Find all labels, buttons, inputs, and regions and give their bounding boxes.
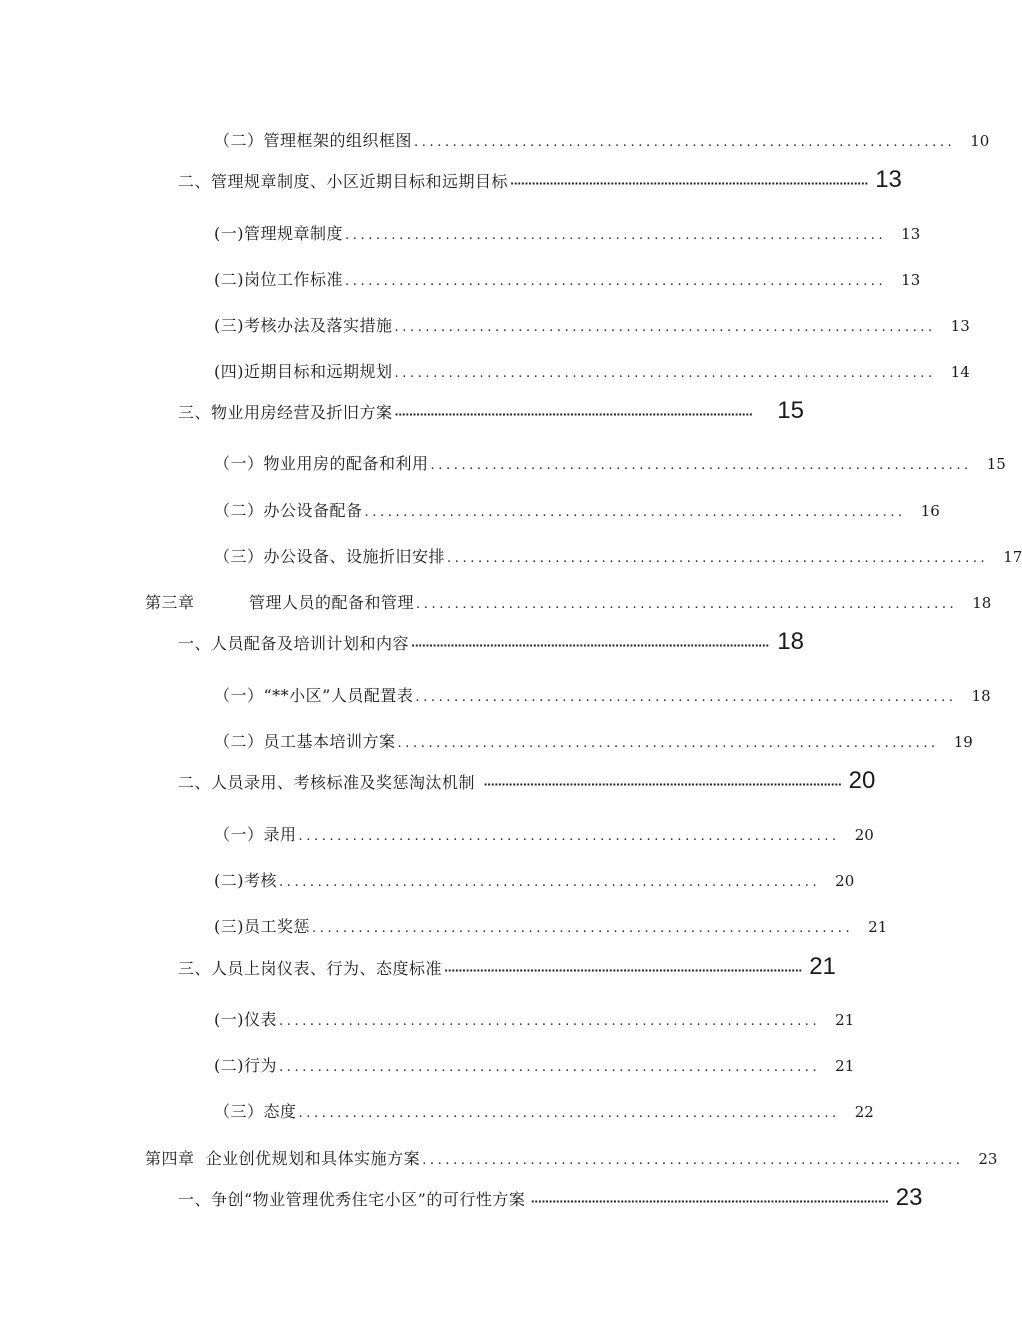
toc-entry-title: 二、管理规章制度、小区近期目标和远期目标 (178, 172, 509, 191)
toc-entry-page: 21 (835, 1057, 855, 1075)
toc-entry-page: 18 (972, 594, 992, 612)
toc-entry-page: 17 (1003, 548, 1022, 566)
chapter-number: 第三章 (145, 593, 195, 612)
dot-leader: ...................................................................... (345, 228, 887, 243)
dot-leader: ...................................................................... (279, 875, 821, 890)
toc-entry-title: 二、人员录用、考核标准及奖惩淘汰机制 (178, 773, 476, 792)
toc-entry[interactable] (214, 868, 855, 908)
toc-entry-title: (一)管理规章制度 (214, 224, 343, 243)
toc-entry[interactable] (178, 628, 804, 668)
toc-entry-page: 10 (970, 132, 990, 150)
toc-entry-page: 20 (848, 767, 876, 794)
toc-entry-page: 13 (901, 271, 921, 289)
toc-entry-title: (二)考核 (214, 871, 277, 890)
toc-entry-title: (一)仪表 (214, 1010, 277, 1029)
toc-entry-title: (三)员工奖惩 (214, 917, 310, 936)
toc-entry[interactable] (214, 1053, 855, 1093)
toc-chapter-entry[interactable] (145, 590, 992, 630)
toc-entry-title: (三)考核办法及落实措施 (214, 316, 393, 335)
dot-leader: ...................................................................... (414, 135, 956, 150)
toc-entry[interactable] (178, 953, 836, 993)
toc-entry-page: 21 (809, 953, 836, 980)
dot-leader: ...................................................................... (416, 597, 958, 612)
dot-leader: ...................................................................... (447, 551, 989, 566)
toc-entry-title: （二）办公设备配备 (214, 501, 363, 520)
toc-entry-page: 20 (835, 872, 855, 890)
toc-entry-title: （一）录用 (214, 825, 297, 844)
toc-entry[interactable] (178, 767, 876, 807)
toc-entry[interactable] (178, 397, 804, 437)
toc-entry[interactable] (178, 1184, 923, 1224)
toc-entry-title: 三、物业用房经营及折旧方案 (178, 403, 393, 422)
dot-leader: ···································································································· (444, 964, 802, 977)
dot-leader: ...................................................................... (312, 921, 854, 936)
toc-entry-page: 21 (868, 918, 888, 936)
toc-entry-page: 13 (950, 317, 970, 335)
dot-leader: ...................................................................... (422, 1153, 964, 1168)
toc-entry-page: 14 (950, 363, 970, 381)
toc-entry[interactable] (214, 267, 921, 307)
toc-entry-page: 18 (777, 628, 804, 655)
toc-entry[interactable] (214, 914, 888, 954)
toc-entry-title: （一）物业用房的配备和利用 (214, 454, 429, 473)
toc-entry-page: 15 (986, 455, 1006, 473)
toc-entry-page: 21 (835, 1011, 855, 1029)
toc-entry-title: 一、人员配备及培训计划和内容 (178, 634, 410, 653)
toc-entry-title: (四)近期目标和远期规划 (214, 362, 393, 381)
dot-leader: ...................................................................... (298, 1106, 840, 1121)
toc-entry[interactable] (214, 822, 874, 862)
dot-leader: ...................................................................... (415, 690, 957, 705)
dot-leader: ···································································································· (510, 177, 868, 190)
toc-entry-page: 15 (777, 397, 804, 424)
dot-leader: ...................................................................... (430, 458, 972, 473)
toc-entry[interactable] (214, 221, 921, 261)
dot-leader: ...................................................................... (298, 829, 840, 844)
dot-leader: ···································································································· (477, 778, 842, 791)
toc-entry-title: 第四章 企业创优规划和具体实施方案 (145, 1149, 421, 1168)
toc-entry[interactable] (214, 451, 1006, 491)
dot-leader: ...................................................................... (394, 366, 936, 381)
toc-entry[interactable] (214, 1099, 874, 1139)
toc-entry-title: 三、人员上岗仪表、行为、态度标准 (178, 959, 443, 978)
toc-entry-title: (二)岗位工作标准 (214, 270, 343, 289)
toc-entry-page: 13 (901, 225, 921, 243)
dot-leader: ···································································································· (411, 639, 769, 652)
toc-entry-page: 20 (854, 826, 874, 844)
chapter-name: 管理人员的配备和管理 (249, 593, 415, 612)
toc-entry-title: 一、争创“物业管理优秀住宅小区”的可行性方案 (178, 1190, 526, 1209)
toc-entry[interactable] (214, 729, 973, 769)
toc-entry[interactable] (214, 683, 991, 723)
toc-entry[interactable] (214, 544, 1022, 584)
toc-entry[interactable] (214, 1007, 855, 1047)
toc-chapter-entry[interactable] (145, 1146, 998, 1186)
toc-entry-title: （一）“**小区”人员配置表 (214, 686, 414, 705)
toc-entry[interactable] (214, 313, 970, 353)
toc-entry-page: 19 (953, 733, 973, 751)
toc-entry-title: （二）管理框架的组织框图 (214, 131, 413, 150)
dot-leader: ...................................................................... (279, 1014, 821, 1029)
toc-entry[interactable] (214, 359, 970, 399)
toc-entry-page: 16 (920, 502, 940, 520)
dot-leader: ···································································································· (527, 1195, 889, 1208)
dot-leader: ...................................................................... (394, 320, 936, 335)
toc-entry-page: 13 (875, 166, 902, 193)
toc-entry-title (145, 590, 414, 613)
dot-leader: ···································································································· (394, 408, 753, 421)
dot-leader: ...................................................................... (345, 274, 887, 289)
toc-entry-page: 18 (971, 687, 991, 705)
dot-leader: ...................................................................... (279, 1060, 821, 1075)
toc-entry-page: 23 (895, 1184, 923, 1211)
toc-entry[interactable] (178, 166, 902, 206)
toc-entry-page: 23 (978, 1150, 998, 1168)
toc-entry-title: （三）态度 (214, 1102, 297, 1121)
toc-entry-page: 22 (854, 1103, 874, 1121)
toc-entry[interactable] (214, 128, 990, 168)
dot-leader: ...................................................................... (364, 505, 906, 520)
toc-entry-title: (二)行为 (214, 1056, 277, 1075)
toc-entry-title: （三）办公设备、设施折旧安排 (214, 547, 446, 566)
dot-leader: ...................................................................... (397, 736, 939, 751)
toc-entry[interactable] (214, 498, 940, 538)
toc-entry-title: （二）员工基本培训方案 (214, 732, 396, 751)
